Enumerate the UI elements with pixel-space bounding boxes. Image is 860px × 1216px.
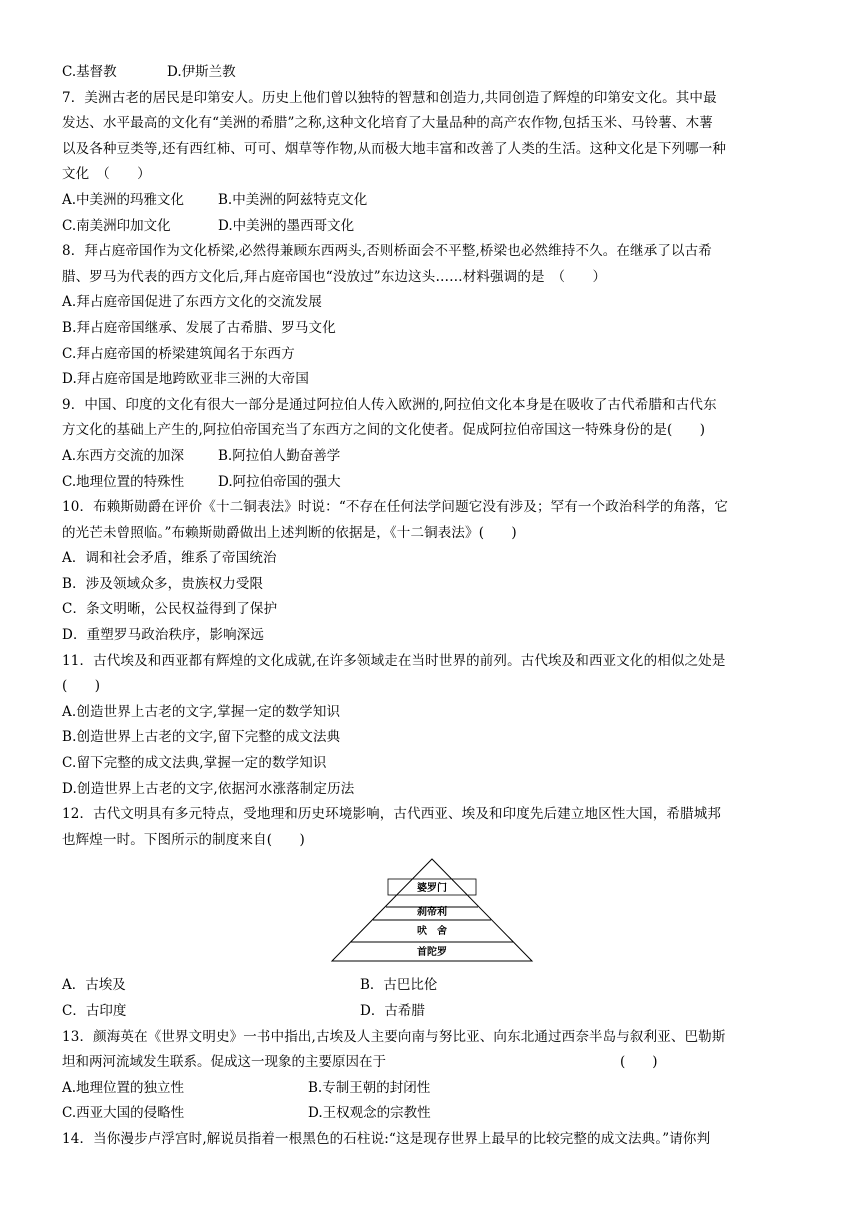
q14-stem-line1: 14．当你漫步卢浮宫时,解说员指着一根黑色的石柱说:“这是现存世界上最早的比较完整的成文法典。”请你判 [62, 1130, 711, 1147]
q7-options-cd [62, 214, 802, 240]
q7-options-ab [62, 188, 802, 214]
q13-stem-line2: 坦和两河流域发生联系。促成这一现象的主要原因在于 [62, 1054, 386, 1071]
q12-options-cd [62, 999, 802, 1025]
pyramid-label-kshatriya: 刹帝利 [417, 907, 447, 919]
q13-answer-blank: ( ) [620, 1054, 658, 1071]
q10-option-a: A．调和社会矛盾，维系了帝国统治 [62, 550, 277, 567]
q9-stem-line2: 方文化的基础上产生的,阿拉伯帝国充当了东西方之间的文化使者。促成阿拉伯帝国这一特殊身份的是( ) [62, 422, 706, 439]
q11-option-a: A.创造世界上古老的文字,掌握一定的数学知识 [62, 703, 341, 720]
q6-options [62, 60, 802, 86]
pyramid-label-shudra: 首陀罗 [417, 947, 447, 959]
q8-option-c: C.拜占庭帝国的桥梁建筑闻名于东西方 [62, 345, 295, 362]
question-9 [62, 393, 802, 495]
q9-option-b: B.阿拉伯人勤奋善学 [218, 447, 341, 464]
question-11 [62, 649, 802, 803]
q13-option-c: C.西亚大国的侵略性 [62, 1105, 185, 1122]
q13-option-b: B.专制王朝的封闭性 [308, 1079, 431, 1096]
question-10 [62, 495, 802, 649]
q7-option-b: B.中美洲的阿兹特克文化 [218, 191, 368, 208]
q8-option-d: D.拜占庭帝国是地跨欧亚非三洲的大帝国 [62, 371, 309, 388]
q9-stem-line1: 9．中国、印度的文化有很大一部分是通过阿拉伯人传入欧洲的,阿拉伯文化本身是在吸收了古代希腊和古代东 [62, 396, 717, 413]
q11-stem-line1: 11．古代埃及和西亚都有辉煌的文化成就,在许多领域走在当时世界的前列。古代埃及和西亚文化的相似之处是 [62, 652, 726, 669]
q7-option-c: C.南美洲印加文化 [62, 217, 171, 234]
q8-stem-line2: 腊、罗马为代表的西方文化后,拜占庭帝国也“没放过”东边这头……材料强调的是 （ ） [62, 268, 607, 285]
pyramid-label-vaishya: 吠 舍 [417, 926, 447, 938]
exam-page [62, 60, 802, 1153]
q7-stem-line1: 7．美洲古老的居民是印第安人。历史上他们曾以独特的智慧和创造力,共同创造了辉煌的印第安文化。其中最 [62, 89, 717, 106]
q8-option-a: A.拜占庭帝国促进了东西方文化的交流发展 [62, 294, 323, 311]
pyramid-label-brahmin: 婆罗门 [417, 883, 447, 895]
q13-option-a: A.地理位置的独立性 [62, 1079, 185, 1096]
q9-option-c: C.地理位置的特殊性 [62, 473, 185, 490]
q10-option-d: D．重塑罗马政治秩序，影响深远 [62, 627, 265, 644]
caste-pyramid-figure [62, 857, 802, 971]
q12-option-d: D．古希腊 [360, 1003, 425, 1019]
q12-option-a: A．古埃及 [62, 977, 126, 994]
q12-option-b: B．古巴比伦 [360, 977, 438, 994]
q9-options-ab [62, 444, 802, 470]
q10-option-b: B．涉及领域众多，贵族权力受限 [62, 575, 264, 592]
q10-stem-line1: 10．布赖斯勋爵在评价《十二铜表法》时说：“不存在任何法学问题它没有涉及；罕有一个政治科学的角落，它 [62, 499, 729, 516]
q11-option-c: C.留下完整的成文法典,掌握一定的数学知识 [62, 755, 327, 772]
question-12 [62, 802, 802, 1024]
q9-option-d: D.阿拉伯帝国的强大 [218, 473, 341, 490]
q11-option-d: D.创造世界上古老的文字,依据河水涨落制定历法 [62, 780, 355, 797]
q8-option-b: B.拜占庭帝国继承、发展了古希腊、罗马文化 [62, 319, 336, 336]
q6-option-d: D.伊斯兰教 [167, 64, 236, 80]
q13-stem-line1: 13．颜海英在《世界文明史》一书中指出,古埃及人主要向南与努比亚、向东北通过西奈半岛与叙利亚、巴勒斯 [62, 1028, 726, 1045]
question-8 [62, 239, 802, 393]
q6-option-c: C.基督教 [62, 64, 117, 80]
q13-options-ab [62, 1076, 802, 1102]
q13-stem-line2-row [62, 1050, 802, 1076]
q9-options-cd [62, 470, 802, 496]
q7-option-a: A.中美洲的玛雅文化 [62, 191, 185, 208]
question-14 [62, 1127, 802, 1153]
q7-stem-line4: 文化 （ ） [62, 166, 151, 183]
q8-stem-line1: 8．拜占庭帝国作为文化桥梁,必然得兼顾东西两头,否则桥面会不平整,桥梁也必然维持不久。在继承了以古希 [62, 243, 712, 260]
q12-option-c: C．古印度 [62, 1003, 127, 1019]
caste-pyramid-diagram [330, 857, 534, 967]
q11-stem-line2: ( ) [62, 678, 101, 695]
q11-option-b: B.创造世界上古老的文字,留下完整的成文法典 [62, 729, 341, 746]
q10-option-c: C．条文明晰，公民权益得到了保护 [62, 601, 278, 618]
q12-stem-line1: 12．古代文明具有多元特点，受地理和历史环境影响，古代西亚、埃及和印度先后建立地区性大国，希腊城邦 [62, 806, 722, 823]
question-7 [62, 86, 802, 240]
q13-option-d: D.王权观念的宗教性 [308, 1105, 431, 1122]
q9-option-a: A.东西方交流的加深 [62, 447, 185, 464]
q7-stem-line3: 以及各种豆类等,还有西红柿、可可、烟草等作物,从而极大地丰富和改善了人类的生活。这种文化是下列哪一种 [62, 140, 727, 157]
q12-stem-line2: 也辉煌一时。下图所示的制度来自( ) [62, 831, 305, 848]
question-13 [62, 1025, 802, 1127]
q12-options-ab [62, 973, 802, 999]
q13-options-cd [62, 1101, 802, 1127]
q7-option-d: D.中美洲的墨西哥文化 [218, 217, 355, 234]
q10-stem-line2: 的光芒未曾照临。”布赖斯勋爵做出上述判断的依据是，《十二铜表法》( ) [62, 524, 517, 541]
q7-stem-line2: 发达、水平最高的文化有“美洲的希腊”之称,这种文化培育了大量品种的高产农作物,包括玉米、马铃薯、木薯 [62, 115, 713, 132]
